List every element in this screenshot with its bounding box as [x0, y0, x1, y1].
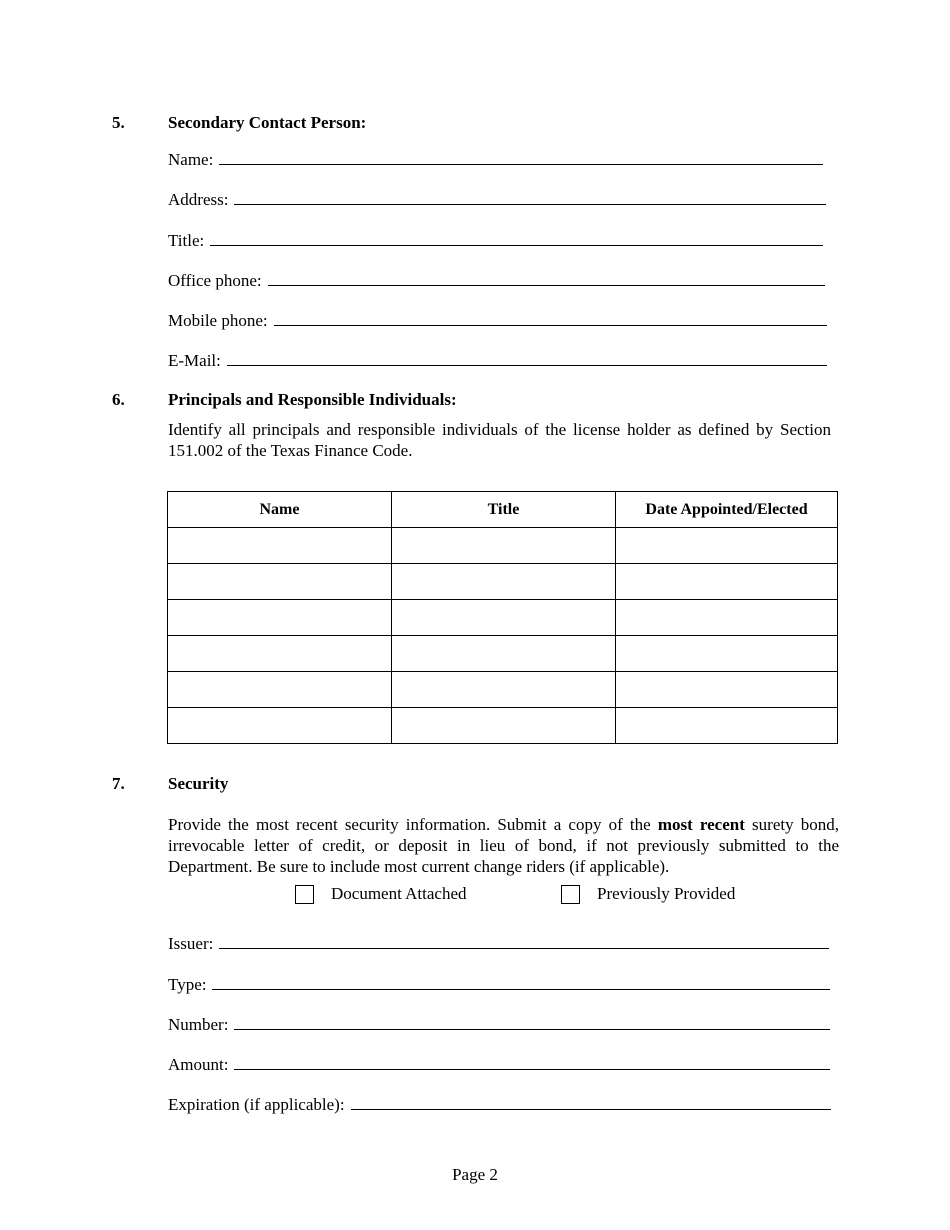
- secondary-name-field: [168, 148, 823, 170]
- secondary-mobile-phone-input[interactable]: [274, 309, 827, 326]
- principal-title-cell[interactable]: [392, 600, 616, 636]
- table-row: [168, 564, 838, 600]
- principal-title-cell[interactable]: [392, 528, 616, 564]
- section-5-title: Secondary Contact Person:: [168, 113, 367, 132]
- table-row: [168, 708, 838, 744]
- expiration-label: Expiration (if applicable):: [168, 1095, 345, 1114]
- column-header-title: Title: [392, 492, 616, 528]
- secondary-office-phone-field: [168, 269, 825, 291]
- type-label: Type:: [168, 975, 207, 994]
- principals-header-row: [168, 492, 838, 528]
- section-7-description-bold: most recent: [657, 815, 745, 834]
- secondary-email-input[interactable]: [227, 349, 827, 366]
- secondary-office-phone-input[interactable]: [268, 269, 825, 286]
- number-label: Number:: [168, 1015, 229, 1034]
- section-7-description-pre: Provide the most recent security information. Submit a copy of the: [168, 815, 658, 834]
- principal-date-cell[interactable]: [616, 708, 838, 744]
- secondary-email-label: E-Mail:: [168, 351, 221, 370]
- section-7-description: [168, 814, 839, 877]
- principal-date-cell[interactable]: [616, 528, 838, 564]
- document-attached-label: Document Attached: [331, 884, 467, 903]
- secondary-mobile-phone-label: Mobile phone:: [168, 311, 268, 330]
- secondary-title-input[interactable]: [210, 229, 823, 246]
- secondary-address-input[interactable]: [234, 188, 826, 205]
- principal-date-cell[interactable]: [616, 672, 838, 708]
- section-7-description-post: surety bond, irrevocable letter of credit, or deposit in lieu of bond, if not previously submitted to the Department. Be sure to include most current change riders (if applicable).: [168, 815, 839, 876]
- secondary-address-field: [168, 188, 826, 210]
- principal-title-cell[interactable]: [392, 708, 616, 744]
- amount-input[interactable]: [234, 1053, 830, 1070]
- amount-label: Amount:: [168, 1055, 229, 1074]
- number-input[interactable]: [234, 1013, 830, 1030]
- section-7-number: 7.: [112, 774, 125, 793]
- principal-date-cell[interactable]: [616, 636, 838, 672]
- table-row: [168, 600, 838, 636]
- expiration-field: [168, 1093, 831, 1115]
- issuer-field: [168, 932, 829, 954]
- secondary-address-label: Address:: [168, 190, 229, 209]
- principal-date-cell[interactable]: [616, 600, 838, 636]
- previously-provided-label: Previously Provided: [597, 884, 736, 903]
- secondary-name-input[interactable]: [219, 148, 823, 165]
- type-input[interactable]: [212, 973, 830, 990]
- principal-title-cell[interactable]: [392, 636, 616, 672]
- table-row: [168, 636, 838, 672]
- principal-title-cell[interactable]: [392, 672, 616, 708]
- expiration-input[interactable]: [351, 1093, 831, 1110]
- page-number: Page 2: [452, 1165, 498, 1184]
- secondary-mobile-phone-field: [168, 309, 827, 331]
- document-attached-checkbox[interactable]: [295, 885, 314, 904]
- issuer-label: Issuer:: [168, 934, 214, 953]
- principal-name-cell[interactable]: [168, 600, 392, 636]
- previously-provided-checkbox[interactable]: [561, 885, 580, 904]
- type-field: [168, 973, 830, 995]
- secondary-title-field: [168, 229, 823, 251]
- section-7-title: Security: [168, 774, 229, 793]
- issuer-input[interactable]: [219, 932, 829, 949]
- principal-name-cell[interactable]: [168, 564, 392, 600]
- section-6-number: 6.: [112, 390, 125, 409]
- secondary-title-label: Title:: [168, 231, 205, 250]
- previously-provided-option[interactable]: [561, 884, 735, 904]
- secondary-office-phone-label: Office phone:: [168, 271, 262, 290]
- column-header-date: Date Appointed/Elected: [616, 492, 838, 528]
- principal-name-cell[interactable]: [168, 636, 392, 672]
- principal-name-cell[interactable]: [168, 708, 392, 744]
- secondary-email-field: [168, 349, 827, 371]
- table-row: [168, 528, 838, 564]
- principal-title-cell[interactable]: [392, 564, 616, 600]
- section-5-number: 5.: [112, 113, 125, 132]
- principals-table: [167, 491, 838, 744]
- section-6-title: Principals and Responsible Individuals:: [168, 390, 457, 409]
- principal-name-cell[interactable]: [168, 528, 392, 564]
- document-attached-option[interactable]: [295, 884, 467, 904]
- amount-field: [168, 1053, 830, 1075]
- table-row: [168, 672, 838, 708]
- section-6-description: Identify all principals and responsible individuals of the license holder as defined by Section 151.002 of the Texas Finance Code.: [168, 420, 831, 460]
- column-header-name: Name: [168, 492, 392, 528]
- principal-date-cell[interactable]: [616, 564, 838, 600]
- principal-name-cell[interactable]: [168, 672, 392, 708]
- number-field: [168, 1013, 830, 1035]
- secondary-name-label: Name:: [168, 150, 214, 169]
